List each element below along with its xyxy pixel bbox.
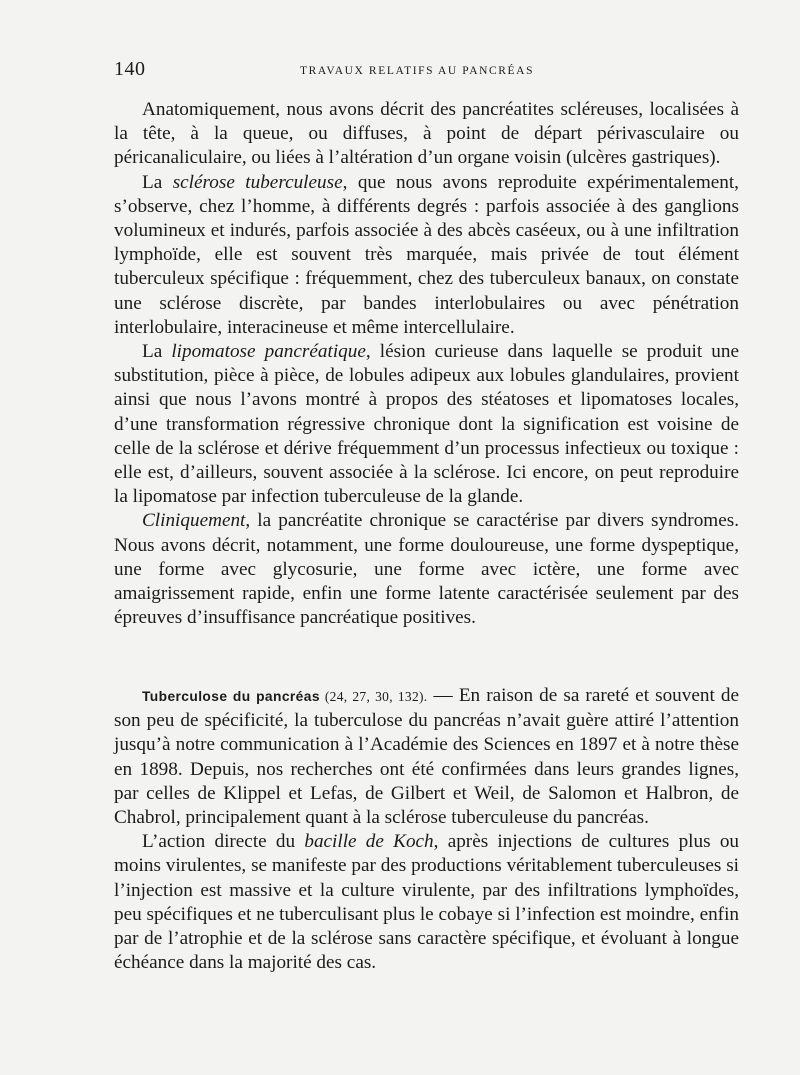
section-heading: Tuberculose du pancréas (142, 689, 320, 704)
paragraph-text: , lésion curieuse dans laquelle se produit une substitution, pièce à pièce, de lobules adipeux aux lobules glandulaires, provient ainsi que nous l’avons montré à propos des stéatoses et lipomatoses locales, d’une transformation régressive chronique dont la signification est voisine de celle de la sclérose et dérive fréquemment d’un processus infectieux ou toxique : elle est, d’ailleurs, souvent associée à la sclérose. Ici encore, on peut reproduire la lipomatose par infection tuberculeuse de la glande. (114, 341, 739, 508)
paragraph-sclerose (114, 171, 739, 340)
paragraph-anatomy (114, 98, 739, 171)
paragraph-text: La (142, 171, 173, 193)
paragraph-text: Anatomiquement, nous avons décrit des pancréatites scléreuses, localisées à la tête, à la queue, ou diffuses, à point de départ périvasculaire ou péricanaliculaire, ou liées à l’altération d’un organe voisin (ulcères gastriques). (114, 99, 739, 169)
term-sclerose-tuberculeuse: sclérose tuberculeuse (172, 171, 343, 193)
paragraph-bacille (114, 830, 739, 975)
running-head: TRAVAUX RELATIFS AU PANCRÉAS (300, 65, 535, 77)
paragraph-text: , la pancréatite chronique se caractérise par divers syndromes. Nous avons décrit, notamment, une forme douloureuse, une forme dyspeptique, une forme avec glycosurie, une forme avec ictère, une forme avec amaigrissement rapide, enfin une forme latente caractérisée seulement par des épreuves d’insuffisance pancréatique positives. (114, 510, 739, 629)
term-cliniquement: Cliniquement (142, 510, 246, 532)
page-number: 140 (114, 58, 146, 80)
section-tuberculose (114, 684, 739, 975)
paragraph-text: La (142, 341, 172, 363)
section-references: (24, 27, 30, 132). (319, 689, 428, 704)
page-header (114, 58, 740, 88)
paragraph-text: L’action directe du (142, 831, 305, 853)
paragraph-tuberculose-intro (114, 684, 739, 830)
paragraph-text: , après injections de cultures plus ou moins virulentes, se manifeste par des productions véritablement tuberculeuses si l’injection est massive et la culture virulente, par des infiltrations lymphoïdes, peu spécifiques et ne tuberculisant plus le cobaye si l’infection est moindre, enfin par de l’atrophie et de la sclérose sans caractère spécifique, et évoluant à longue échéance dans la majorité des cas. (114, 831, 740, 974)
term-bacille-de-koch: bacille de Koch (304, 831, 434, 853)
section-anatomy (114, 98, 739, 630)
term-lipomatose: lipomatose pancréatique (171, 341, 366, 363)
paragraph-lipomatose (114, 340, 739, 509)
paragraph-text: — En raison de sa rareté et souvent de son peu de spécificité, la tuberculose du pancréas n’avait guère attiré l’attention jusqu’à notre communication à l’Académie des Sciences en 1897 et à notre thèse en 1898. Depuis, nos recherches ont été confirmées dans leurs grandes lignes, par celles de Klippel et Lefas, de Gilbert et Weil, de Salomon et Halbron, de Chabrol, principalement quant à la sclérose tuberculeuse du pancréas. (114, 685, 739, 829)
paragraph-text: , que nous avons reproduite expérimentalement, s’observe, chez l’homme, à différents degrés : parfois associée à des ganglions volumineux et indurés, parfois associée à des abcès caséeux, ou à une infiltration lymphoïde, elle est souvent très marquée, mais privée de tout élément tuberculeux spécifique : fréquemment, chez des tuberculeux banaux, on constate une sclérose discrète, par bandes interlobulaires ou avec pénétration interlobulaire, interacineuse et même intercellulaire. (114, 171, 739, 338)
paragraph-clinique (114, 509, 739, 630)
